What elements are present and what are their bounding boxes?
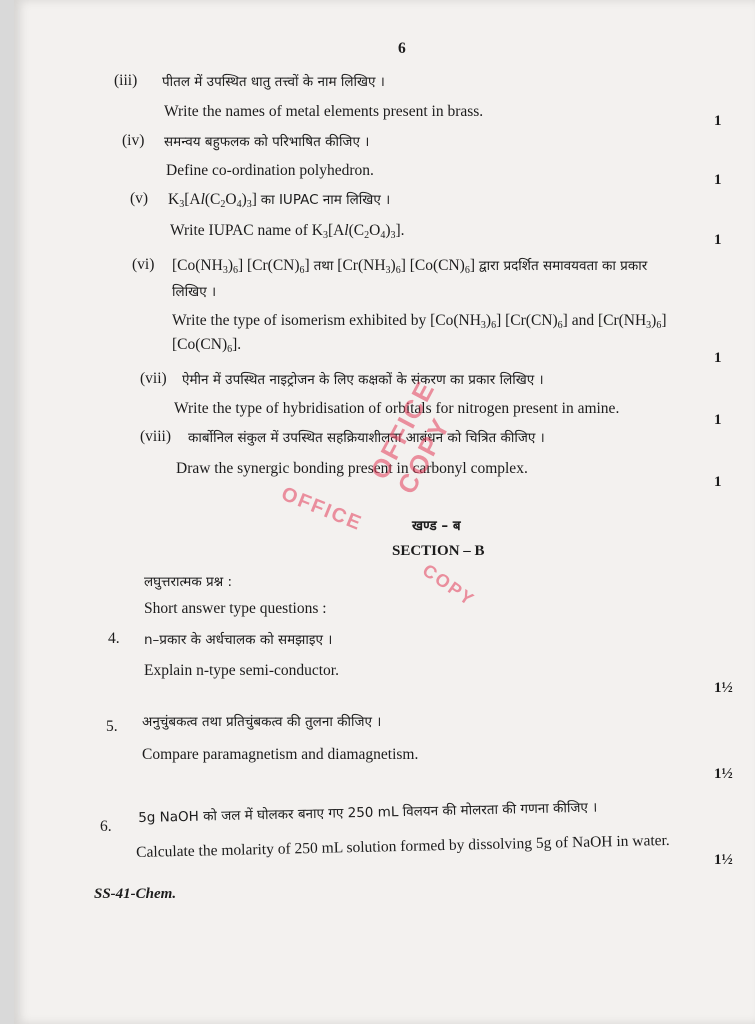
short-answer-hindi: लघुत्तरात्मक प्रश्न : [144,574,233,590]
question-marks: 1 [714,474,722,490]
question-english: Explain n-type semi-conductor. [144,662,339,679]
question-english: Write the type of isomerism exhibited by $[Co(NH_3)_6]$ $[Cr(CN)_6]$ and $[Cr(NH_3)_6]$ [172,312,667,331]
question-english: Write IUPAC name of $K_3[Al(C_2O_4)_3]$. [170,222,405,241]
question-marks: 1 [714,350,722,366]
question-number: 6. [100,818,112,835]
question-marks: 1 [714,412,722,428]
question-number: 5. [106,718,118,735]
question-english-and: and [571,312,595,329]
stamp-line: COPY [418,559,479,611]
question-english: Define co-ordination polyhedron. [166,162,374,179]
short-answer-english: Short answer type questions : [144,600,327,617]
question-number: (iv) [122,132,145,149]
question-hindi: 5g NaOH को जल में घोलकर बनाए गए 250 mL विलयन की मोलरता की गणना कीजिए । [138,799,598,826]
page-number: 6 [398,40,406,57]
section-title: SECTION – B [392,543,485,559]
question-english-prefix: Write IUPAC name of [170,222,308,239]
question-number: (vii) [140,370,167,387]
question-number: (v) [130,190,149,207]
question-number: (viii) [140,428,171,445]
question-number: (vi) [132,256,155,273]
question-hindi: समन्वय बहुफलक को परिभाषित कीजिए । [164,134,370,150]
question-hindi-mid: तथा [313,258,334,274]
question-english: Write the type of hybridisation of orbitals for nitrogen present in amine. [174,400,620,417]
question-hindi: पीतल में उपस्थित धातु तत्त्वों के नाम लिखिए । [162,74,385,90]
question-number: 4. [108,630,120,647]
formula-al-oxalate: $K_3[Al(C_2O_4)_3]$ का IUPAC नाम लिखिए । [168,191,391,210]
question-english: Calculate the molarity of 250 mL solution formed by dissolving 5g of NaOH in water. [136,831,670,861]
question-marks: 1½ [714,852,733,868]
paper-code: SS-41-Chem. [94,886,177,902]
question-marks: 1½ [714,680,733,696]
exam-page [14,0,755,1024]
question-marks: 1½ [714,766,733,782]
question-hindi: n–प्रकार के अर्धचालक को समझाइए । [144,632,333,648]
stamp-line: OFFICE [278,482,366,536]
question-hindi: का IUPAC नाम लिखिए । [260,192,391,208]
question-english: Compare paramagnetism and diamagnetism. [142,746,419,763]
question-marks: 1 [714,172,722,188]
section-hindi: खण्ड – ब [412,518,461,534]
question-hindi-suffix: द्वारा प्रदर्शित समावयवता का प्रकार [478,258,648,274]
question-hindi: $[Co(NH_3)_6]$ $[Cr(CN)_6]$ तथा $[Cr(NH_3)_6]$ $[Co(CN)_6]$ द्वारा प्रदर्शित समावयवता का प्रकार [172,257,648,276]
stamp-line: OFFICE COPY [364,375,457,499]
question-hindi: ऐमीन में उपस्थित नाइट्रोजन के लिए कक्षकों के संकरण का प्रकार लिखिए । [182,372,544,388]
question-marks: 1 [714,113,722,129]
question-number: (iii) [114,72,138,89]
formula-co-cn: $[Co(CN)_6]$. [172,336,242,355]
question-hindi: कार्बोनिल संकुल में उपस्थित सहक्रियाशीलता आबंधन को चित्रित कीजिए । [188,430,545,446]
question-hindi-line2: लिखिए । [172,284,217,300]
question-english-prefix: Write the type of isomerism exhibited by [172,312,427,329]
question-english: Draw the synergic bonding present in carbonyl complex. [176,460,528,477]
question-marks: 1 [714,232,722,248]
question-english: Write the names of metal elements present in brass. [164,103,484,120]
question-hindi: अनुचुंबकत्व तथा प्रतिचुंबकत्व की तुलना कीजिए । [142,714,382,730]
